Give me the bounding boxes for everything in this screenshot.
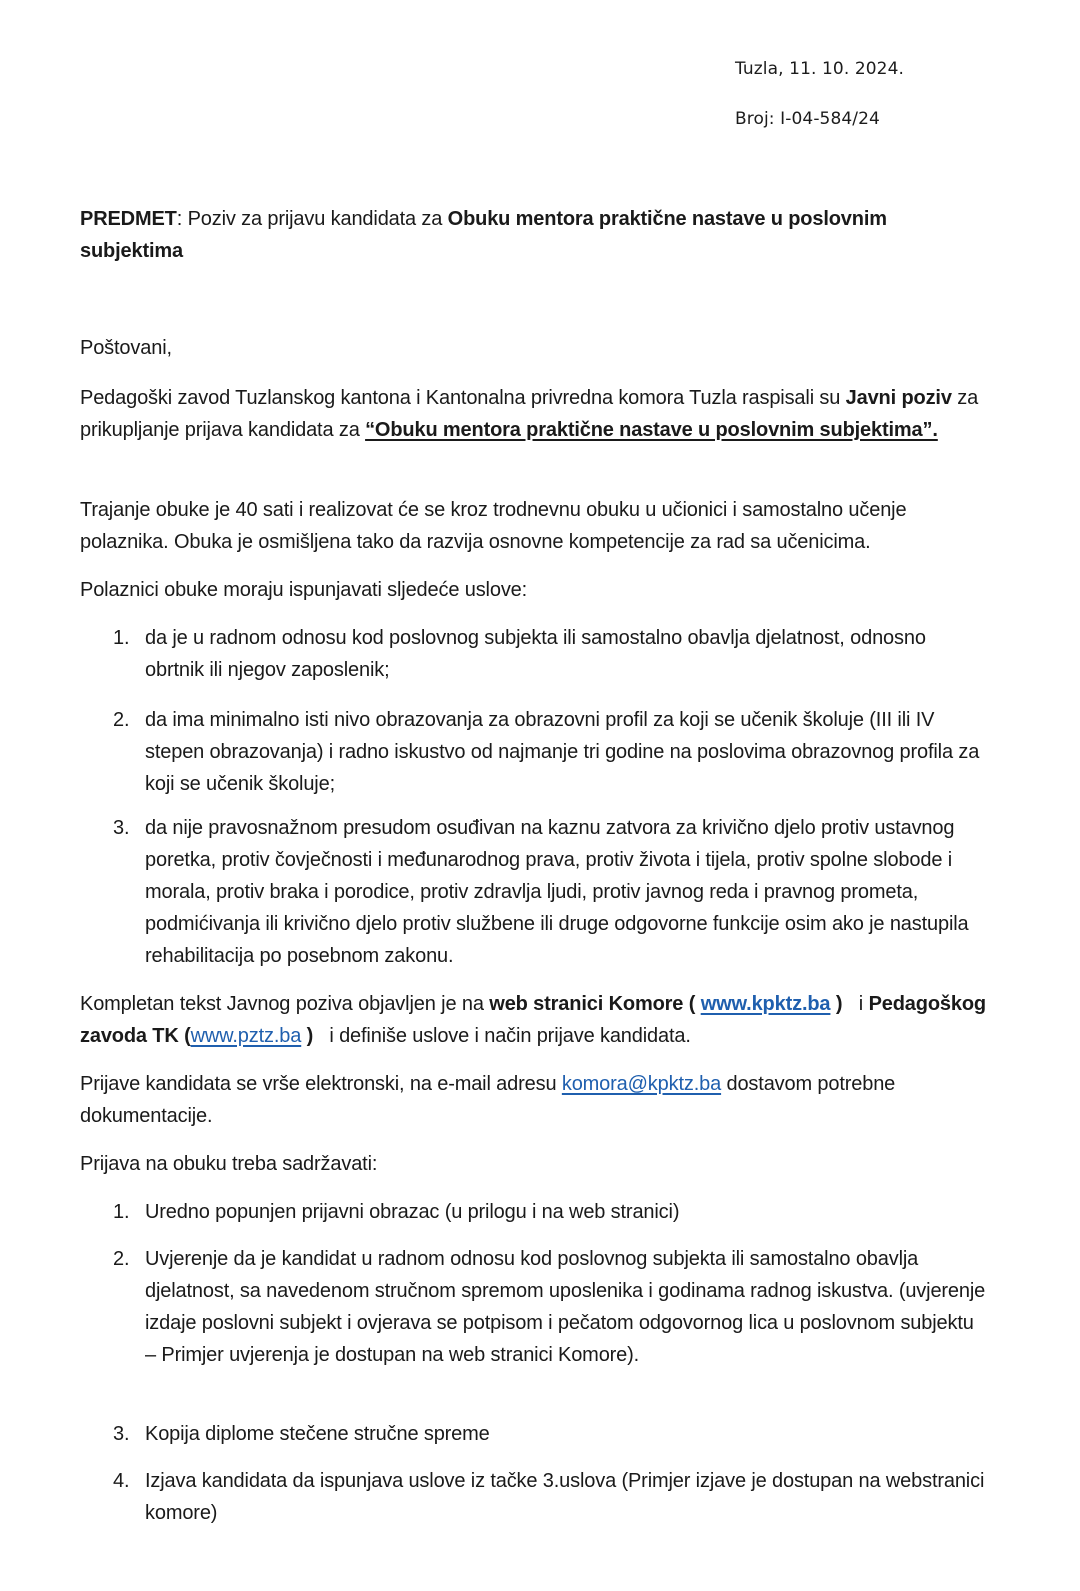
publication-conj: i [858,993,864,1015]
application-text-2: dostavom potrebne dokumentacije. [80,1073,896,1127]
condition-text: da nije pravosnažnom presudom osuđivan na kaznu zatvora za krivično djelo protiv ustavnog poretka, protiv čovječnosti i međunarodnog prava, protiv života i tijela, protiv spolne slobode i morala, protiv braka i porodice, protiv zdravlja ljudi, protiv javnog reda i pravnog prometa, podmićivanja ili krivično djelo protiv službene ili druge odgovorne funkcije osim ako je nastupila rehabilitacija po posebnom zakonu. [145,817,969,967]
condition-number: 1. [113,627,130,649]
publication-close-1: ) [830,993,843,1015]
condition-number: 2. [113,709,130,731]
documents-list-item-1-wrap [80,1196,986,1228]
conditions-list-item-3-wrap [80,812,986,972]
subject-text: Poziv za prijavu kandidata za [182,208,448,230]
document-text: Uvjerenje da je kandidat u radnom odnosu kod poslovnog subjekta ili samostalno obavlja djelatnost, sa navedenom stručnom spremom uposlenika i godinama radnog iskustva. (uvjerenje izdaje poslovni subjekt i ovjerava se potpisom i pečatom odgovornog lica u poslovnom subjektu – Primjer uvjerenja je dostupan na web stranici Komore). [145,1248,986,1366]
subject-colon: : [176,208,183,230]
publication-text-1: Kompletan tekst Javnog poziva objavljen je na [80,993,490,1015]
document-text: Uredno popunjen prijavni obrazac (u prilogu i na web stranici) [145,1201,680,1223]
conditions-list-item-2-wrap [80,704,986,800]
document-item [80,1243,986,1371]
subject-title: Obuku mentora praktične nastave u poslovnim subjektima [80,208,887,262]
intro-underlined-title: “Obuku mentora praktične nastave u poslovnim subjektima”. [365,419,938,441]
publication-close-2: ) [301,1025,314,1047]
documents-list-item-3-wrap [80,1418,986,1450]
document-text: Izjava kandidata da ispunjava uslove iz tačke 3.uslova (Primjer izjave je dostupan na webstranici komore) [145,1470,985,1524]
condition-number: 3. [113,817,130,839]
documents-list-item-2-wrap [80,1243,986,1371]
email-link[interactable]: komora@kpktz.ba [561,1073,722,1095]
intro-paragraph [80,382,986,446]
document-text: Kopija diplome stečene stručne spreme [145,1423,490,1445]
application-paragraph [80,1068,986,1132]
condition-item [80,622,986,686]
documents-list-item-4-wrap [80,1465,986,1529]
publication-bold-komora: web stranici Komore ( [489,993,696,1015]
document-number-label: 3. [113,1423,130,1445]
kpktz-link[interactable]: www.kpktz.ba [700,993,831,1015]
greeting-text: Poštovani, [80,337,172,359]
greeting [80,332,986,364]
subject-line [80,203,986,267]
conditions-list [80,622,986,686]
intro-bold-javni-poziv: Javni poziv [845,387,952,409]
condition-item [80,812,986,972]
documents-intro [80,1148,986,1180]
document-number-label: 1. [113,1201,130,1223]
document-date: Tuzla, 11. 10. 2024. [735,59,904,79]
conditions-intro [80,574,986,606]
application-text-1: Prijave kandidata se vrše elektronski, na e-mail adresu [80,1073,562,1095]
subject-label: PREDMET [80,208,177,230]
condition-item [80,704,986,800]
publication-text-3: i definiše uslove i način prijave kandidata. [329,1025,691,1047]
condition-text: da ima minimalno isti nivo obrazovanja za obrazovni profil za koji se učenik školuje (III ili IV stepen obrazovanja) i radno iskustvo od najmanje tri godine na poslovima obrazovnog profila za koji se učenik školuje; [145,709,980,795]
document-number-label: 4. [113,1470,130,1492]
intro-text-2: za prikupljanje prijava kandidata za [80,387,979,441]
pztz-link[interactable]: www.pztz.ba [190,1025,302,1047]
document-item [80,1196,986,1228]
condition-text: da je u radnom odnosu kod poslovnog subjekta ili samostalno obavlja djelatnost, odnosno obrtnik ili njegov zaposlenik; [145,627,926,681]
document-item [80,1418,986,1450]
duration-paragraph [80,494,986,558]
publication-bold-zavod: Pedagoškog zavoda TK ( [80,993,986,1047]
conditions-intro-text: Polaznici obuke moraju ispunjavati sljedeće uslove: [80,579,528,601]
intro-text-1: Pedagoški zavod Tuzlanskog kantona i Kantonalna privredna komora Tuzla raspisali su [80,387,846,409]
duration-text: Trajanje obuke je 40 sati i realizovat će se kroz trodnevnu obuku u učionici i samostalno učenje polaznika. Obuka je osmišljena tako da razvija osnovne kompetencije za rad sa učenicima. [80,499,907,553]
document-number-label: 2. [113,1248,130,1270]
publication-paragraph [80,988,986,1052]
document-item [80,1465,986,1529]
document-number: Broj: I-04-584/24 [735,109,880,129]
documents-intro-text: Prijava na obuku treba sadržavati: [80,1153,378,1175]
